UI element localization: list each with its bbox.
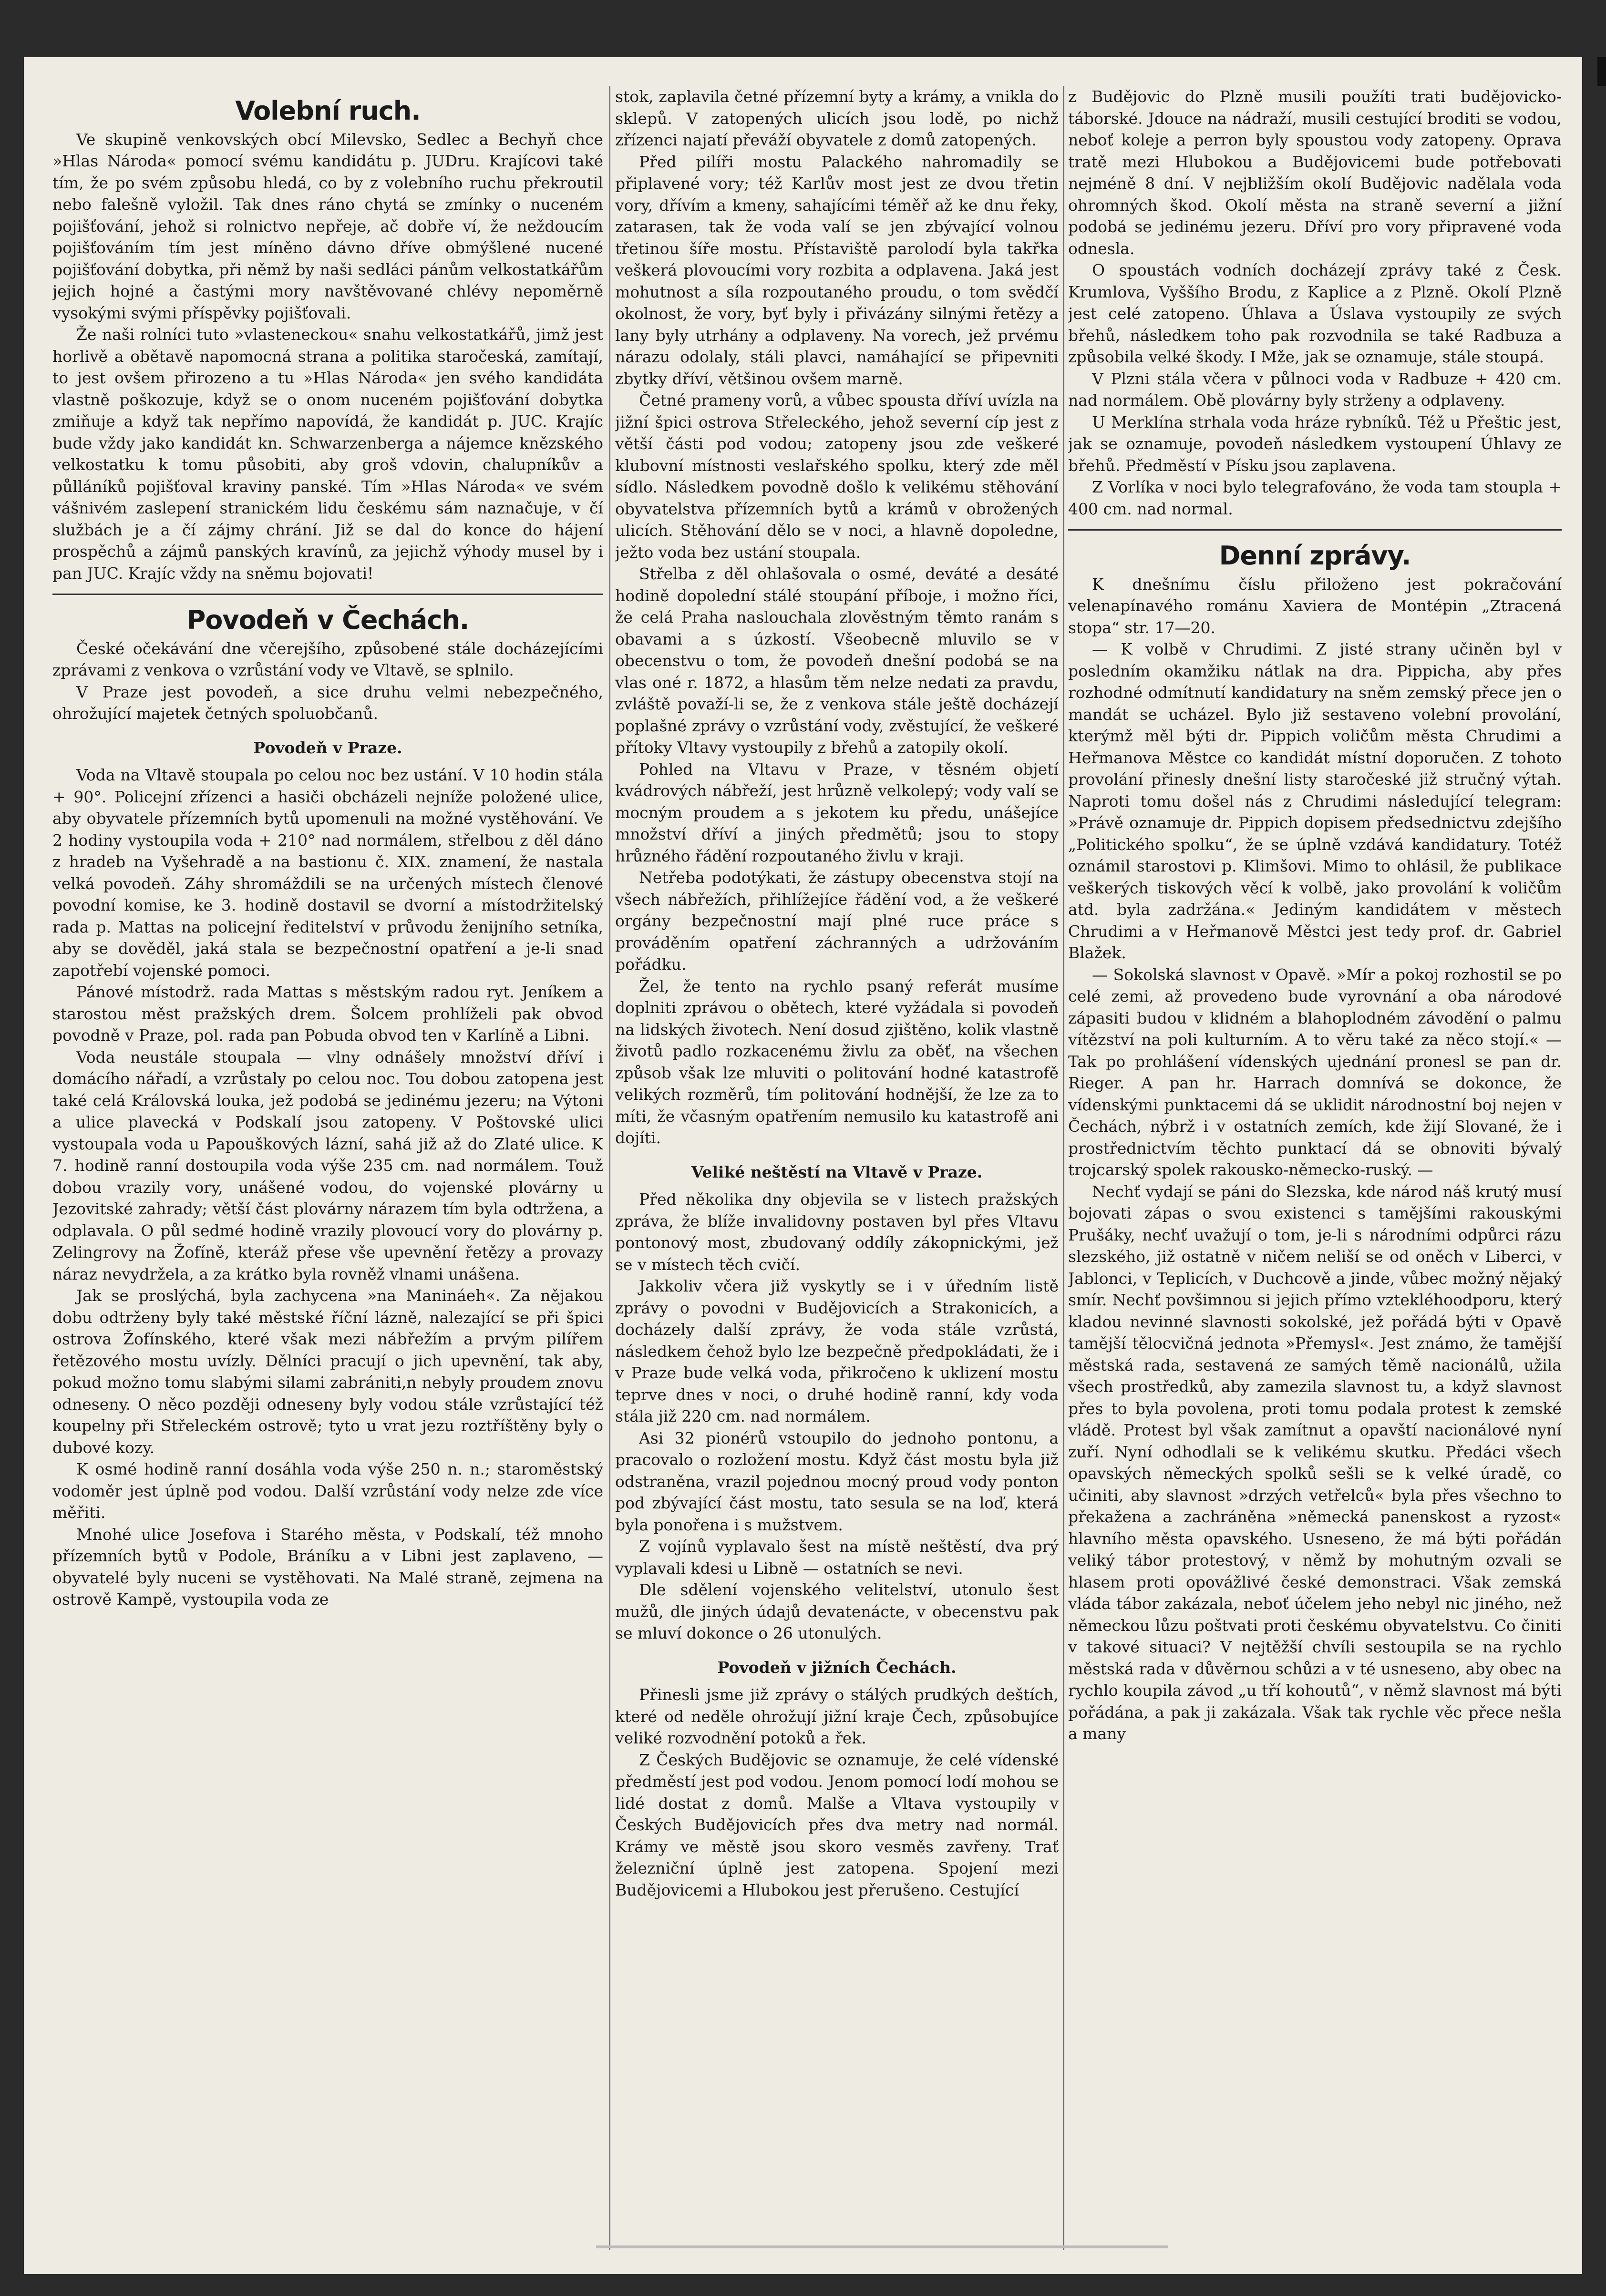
paragraph: — K volbě v Chrudimi. Z jisté strany učiněn byl v posledním okamžiku nátlak na dra. Pippicha, aby přes rozhodné odmítnutí kandidatury na sněm zemský přece jen o mandát se ucházel. Bylo již sestaveno volební provolání, kterýmž měl býti dr. Pippich voličům města Chrudimi a Heřmanova Městce co kandidát místní doporučen. Z tohoto provolání přinesly dnešní listy staročeské již stručný výtah. Naproti tomu došel nás z Chrudimi následující telegram: »Právě oznamuje dr. Pippich dopisem předsednictvu zdejšího „Politického spolku“, že se úplně vzdává kandidatury. Totéž oznámil starostovi p. Klimšovi. Mimo to ohlásil, že publikace veškerých tiskových věcí k volbě, jako provolání k voličům atd. byla zadržána.« Jediným kandidátem v městech Chrudimi a v Heřmanově Městci jest tedy prof. dr. Gabriel Blažek. (1068, 640, 1562, 962)
page-corner-mark (1597, 57, 1606, 86)
heading-povoden: Povodeň v Čechách. (186, 605, 469, 635)
paragraph: Dle sdělení vojenského velitelství, utonulo šest mužů, dle jiných údajů devatenácte, v obecenstvu pak se mluví dokonce o 26 utonulých. (615, 1580, 1059, 1642)
column-rule (609, 86, 610, 2250)
paragraph: O spoustách vodních docházejí zprávy také z Česk. Krumlova, Vyššího Brodu, z Kaplice a z Plzně. Okolí Plzně jest celé zatopeno. Úhlava a Úslava vystoupily ze svých břehů, následkem toho pak rozvodnila se také Radbuza a způsobila velké škody. I Mže, jak se oznamuje, stále stoupá. (1068, 261, 1562, 366)
paragraph: Z Českých Budějovic se oznamuje, že celé vídenské předměstí jest pod vodou. Jenom pomocí lodí mohou se lidé dostat z domů. Malše a Vltava vystoupily v Českých Budějovicích přes dva metry nad normál. Krámy ve městě jsou skoro vesměs zavřeny. Trať železniční úplně jest zatopena. Spojení mezi Budějovicemi a Hlubokou jest přerušeno. Cestující (615, 1750, 1059, 1899)
heading-denni-zpravy: Denní zprávy. (1219, 541, 1411, 571)
paragraph: Voda neustále stoupala — vlny odnášely množství dříví i domácího nářadí, a vzrůstaly po celou noc. Tou dobou zatopena jest také celá Královská louka, jež podobá se jedinému jezeru; na Výtoni a ulice plavecká v Podskalí jsou zatopeny. V Poštovské ulici vystoupala voda u Papouškových lázní, sahá již až do Zlaté ulice. K 7. hodině ranní dostoupila voda výše 235 cm. nad normálem. Touž dobou vrazily vory, unášené vodou, do vojenské plovárny u Jezovitské zahrady; větší část plovárny nárazem tím byla odtržena, a odplavala. O půl sedmé hodině vrazily plovoucí vory do plovárny p. Zelingrovy na Žofíně, kteráž přese vše upevnění řetězy a provazy náraz nevydržela, a za krátko byla rovněž vlnami unášena. (52, 1047, 603, 1283)
paragraph: U Merklína strhala voda hráze rybníků. Též u Přeštic jest, jak se oznamuje, povodeň následkem vystoupení Úhlavy ze břehů. Předměstí v Písku jsou zaplavena. (1068, 412, 1562, 475)
column-right (1068, 86, 1562, 2260)
newspaper-page (24, 57, 1582, 2274)
paragraph: stok, zaplavila četné přízemní byty a krámy, a vnikla do sklepů. V zatopených ulicích jsou lodě, po nichž zřízenci najatí převáží obyvatele z domů zatopených. (615, 87, 1059, 149)
paragraph: České očekávání dne včerejšího, způsobené stále docházejícími zprávami z venkova o vzrůstání vody ve Vltavě, se splnilo. (52, 639, 603, 679)
paragraph: — Sokolská slavnost v Opavě. »Mír a pokoj rozhostil se po celé zemi, až provedeno bude vyrovnání a oba národové zápasiti budou v klidném a blahoplodném závodění o palmu vítězství na poli kulturním. A to věru také za něco stojí.« — Tak po prohlášení vídenských ujednání pronesl se pan dr. Rieger. A pan hr. Harrach domnívá se dokonce, že vídenskými punktacemi dá se uklidit národnostní boj nejen v Čechách, nýbrž i v ostatních zemích, kde žijí Slované, že i prostřednictvím těchto punktací dá se obnoviti bývalý trojcarský spolek rakousko-německo-ruský. — (1068, 965, 1562, 1179)
paragraph: Ve skupině venkovských obcí Milevsko, Sedlec a Bechyň chce »Hlas Národa« pomocí svému kandidátu p. JUDru. Krajícovi také tím, že po svém způsobu hledá, co by z volebního ruchu překroutil nebo falešně vyložil. Tak dnes ráno chytá se zmínky o nuceném pojišťování, jehož si rolnictvo nepřeje, ač dobře ví, že neždoucím pojišťováním tím jest míněno dávno dříve obmýšlené nucené pojišťování dobytka, při němž by naši sedláci pánům velkostatkářům jejich hojné a častými mory navštěvované chlévy nepoměrně vysokými svými příspěvky pojišťovali. (52, 130, 603, 322)
paragraph: Mnohé ulice Josefova i Starého města, v Podskalí, též mnoho přízemních bytů v Podole, Bráníku a v Libni jest zaplaveno, — obyvatelé byly nuceni se vystěhovati. Na Malé straně, zejmena na ostrově Kampě, vystoupila voda ze (52, 1525, 603, 1609)
bottom-margin-band (596, 2245, 1168, 2248)
subheading-povoden-v-jiznich-cechach: Povodeň v jižních Čechách. (717, 1658, 957, 1677)
paragraph: Z vojínů vyplavalo šest na místě neštěstí, dva prý vyplavali kdesi u Libně — ostatních se nevi. (615, 1537, 1059, 1578)
paragraph: Z Vorlíka v noci bylo telegrafováno, že voda tam stoupla + 400 cm. nad normal. (1068, 478, 1562, 518)
paragraph: K dnešnímu číslu přiloženo jest pokračování velenapínavého románu Xaviera de Montépin „Ztracená stopa“ str. 17—20. (1068, 574, 1562, 637)
section-divider (52, 594, 603, 595)
paragraph: Nechť vydají se páni do Slezska, kde národ náš krutý musí bojovati zápas o svou existenci s tamějšími rakouskými Prušáky, nechť uvažují o tom, je-li s národními odpůrci rázu slezského, již ostatně v ničem neliší se od oněch v Liberci, v Jablonci, v Teplicích, v Duchcově a jinde, vůbec možný nějaký smír. Nechť povšimnou si jejich přímo vztekléhoodporu, který kladou nevinné slavnosti sokolské, jež pořádá býti v Opavě tamější tělocvičná jednota »Přemysl«. Jest známo, že tamější městská rada, sestavená ze samých těmě nacionálů, užila všech prostředků, aby zamezila slavnost tu, a když slavnost přes to byla povolena, proti tomu podala protest k zemské vládě. Protest byl však zamítnut a opavští nacionálové nyní zuří. Nyní odhodlali se k velikému skutku. Předáci všech opavských německých spolků sešli se k velké úradě, co učiniti, aby slavnost »drzých vetřelců« byla přes všechno to překažena a zachráněna »německá panenskost a ryzost« hlavního města opavského. Usneseno, že má býti pořádán veliký tábor protestový, v němž by mohutným ozvali se hlasem proti opovážlivé české demonstraci. Však zemská vláda tábor zakázala, neboť účelem jeho nebyl nic jiného, než německou lůzu poštvati proti českému obyvatelstvu. Co činiti v takové situaci? V nejtěžší chvíli sestoupila se na rychlo městská rada v důvěrnou schůzi a v té usneseno, aby obec na rychlo koupila závod „u tří kohoutů“, v němž slavnost má býti pořádána, a pak ji zakázala. Však tak rychle věc přece nešla a many (1068, 1182, 1562, 1743)
column-rule (1063, 86, 1064, 2250)
column-middle (615, 86, 1059, 2260)
paragraph: Že naši rolníci tuto »vlasteneckou« snahu velkostatkářů, jimž jest horlivě a obětavě napomocná strana a politika staročeská, zamítají, to jest ovšem přirozeno a tu »Hlas Národa« jen svého kandidáta vlastně poškozuje, když se o onom nuceném pojišťování dobytka zmiňuje a když tak nepřímo napovídá, že kandidát p. JUC. Krajíc bude vždy jako kandidát kn. Schwarzenberga a nájemce knězského velkostatku k tomu působiti, aby groš vdovin, chalupníkův a půlláníků pojišťoval kraviny panské. Tím »Hlas Národa« ve svém vášnivém zaslepení stranickém lidu českému sám naznačuje, v čí službách je a čí zájmy chrání. Již se dal do konce do hájení prospěchů a zájmů panských kravínů, za jejichž výhody musel by i pan JUC. Krajíc vždy na sněmu bojovati! (52, 325, 603, 583)
paragraph: Jak se proslýchá, byla zachycena »na Manináeh«. Za nějakou dobu odtrženy byly také městské říční lázně, nalezající se při špici ostrova Žofínského, které však mezi nábřežím a prvým pilířem řetězového mostu uvízly. Dělníci pracují o jich upevnění, tak aby, pokud možno tomu slabými silami zabrániti,n nebyly proudem znovu odneseny. O něco později odneseny byly vodou stále vzrůstající též koupelny při Střeleckém ostrově; tyto u vrat jezu roztříštěny byly o dubové kozy. (52, 1286, 603, 1457)
column-left (52, 86, 603, 2260)
paragraph: Střelba z děl ohlašovala o osmé, deváté a desáté hodině dopolední stálé stoupání příboje, i možno říci, že celá Praha naslouchala zlověstným těmto ranám s obavami a s úzkostí. Všeobecně mluvilo se v obecenstvu o tom, že povodeň dnešní podobá se na vlas oné r. 1872, a hlasům těm nelze nedati za pravdu, zvláště považí-li se, že z venkova stále ještě docházejí poplašné zprávy o vzrůstání vody, zvěstující, že veškeré přítoky Vltavy vystoupily z břehů a zatopily okolí. (615, 564, 1059, 757)
subheading-povoden-v-praze: Povodeň v Praze. (253, 738, 402, 757)
paragraph: Netřeba podotýkati, že zástupy obecenstva stojí na všech nábřežích, přihlížejíce řádění vod, a že veškeré orgány bezpečnostní mají plné ruce práce s prováděním opatření záchranných a udržováním pořádku. (615, 868, 1059, 974)
paragraph: V Praze jest povodeň, a sice druhu velmi nebezpečného, ohrožující majetek četných spoluobčanů. (52, 682, 603, 723)
paragraph: V Plzni stála včera v půlnoci voda v Radbuze + 420 cm. nad normálem. Obě plovárny byly strženy a odplaveny. (1068, 369, 1562, 410)
paragraph: Asi 32 pionérů vstoupilo do jednoho pontonu, a pracovalo o rozložení mostu. Když část mostu byla již odstraněna, vrazil pojednou mocný proud vody ponton pod zbývající část mostu, tato sesula se na loď, která byla ponořena i s mužstvem. (615, 1428, 1059, 1534)
paragraph: Pohled na Vltavu v Praze, v těsném objetí kvádrových nábřeží, jest hrůzně velkolepý; vody valí se mocným proudem a s jekotem ku předu, unášejíce množství dříví a jiných předmětů; jsou to stopy hrůzného řádění rozpoutaného živlu v kraji. (615, 759, 1059, 865)
paragraph: K osmé hodině ranní dosáhla voda výše 250 n. n.; staroměstský vodoměr jest úplně pod vodou. Další vzrůstání vody nelze zde více měřiti. (52, 1460, 603, 1522)
heading-volebni-ruch: Volební ruch. (235, 96, 421, 126)
paragraph: Před několika dny objevila se v listech pražských zpráva, že blíže invalidovny postaven byl přes Vltavu pontonový most, zbudovaný oddíly zákopnickými, jež se v místech těch cvičí. (615, 1190, 1059, 1274)
paragraph: Četné prameny vorů, a vůbec spousta dříví uvízla na jižní špici ostrova Střeleckého, jehož severní cíp jest z větší části pod vodou; zatopeny jsou zde veškeré klubovní místnosti veslařského spolku, který zde měl sídlo. Následkem povodně došlo k velikému stěhování obyvatelstva přízemních bytů a krámů v obrožených ulicích. Stěhování dělo se v noci, a hlavně dopoledne, ježto voda bez ustání stoupala. (615, 391, 1059, 562)
subheading-velike-nestesti: Veliké neštěstí na Vltavě v Praze. (691, 1162, 983, 1181)
paragraph: Žel, že tento na rychlo psaný referát musíme doplniti zprávou o obětech, které vyžádala si povodeň na lidských životech. Není dosud zjištěno, kolik vlastně životů padlo rozkacenému živlu za oběť, na všechen způsob však lze mluviti o politování hodné katastrofě velikých rozměrů, tím politování hodnější, že lze za to míti, že včasným opatřením nemusilo ku katastrofě ani dojíti. (615, 976, 1059, 1147)
paragraph: Před pilíři mostu Palackého nahromadily se připlavené vory; též Karlův most jest ze dvou třetin vory, dřívím a kmeny, sahajícími téměř až ke dnu řeky, zatarasen, tak že voda valí se jen zbývající volnou třetinou šíře mostu. Přístaviště parolodí byla takřka veškerá plovoucími vory rozbita a odplavena. Jaká jest mohutnost a síla rozpoutaného proudu, o tom svědčí okolnost, že vory, byť byly i přivázány silnými řetězy a lany byly utrhány a odplaveny. Na vorech, jež prvému nárazu odolaly, stáli plavci, namáhající se připevniti zbytky dříví, většinou ovšem marně. (615, 152, 1059, 388)
paragraph: Voda na Vltavě stoupala po celou noc bez ustání. V 10 hodin stála + 90°. Policejní zřízenci a hasiči obcházeli nejníže položené ulice, aby obyvatele přízemních bytů upomenuli na možné vystěhování. Ve 2 hodiny vystoupila voda + 210° nad normálem, střelbou z děl dáno z hradeb na Vyšehradě a na bastionu č. XIX. znamení, že nastala velká povodeň. Záhy shromáždili se na určených místech členové povodní komise, ke 3. hodině dostavil se dvorní a místodržitelský rada p. Mattas na policejní ředitelství v průvodu ženijního setníka, aby se dověděl, jaká stala se bezpečnostní opatření a je-li snad zapotřebí vojenské pomoci. (52, 766, 603, 980)
paragraph: Jakkoliv včera již vyskytly se i v úředním listě zprávy o povodni v Budějovicích a Strakonicích, a docházely další zprávy, že voda stále vzrůstá, následkem čehož bylo lze bezpečně předpokládati, že i v Praze bude velká voda, přikročeno k uklizení mostu teprve dnes v noci, o druhé hodině ranní, kdy voda stála již 220 cm. nad normálem. (615, 1277, 1059, 1425)
section-divider (1068, 529, 1562, 531)
paragraph: Pánové místodrž. rada Mattas s městským radou ryt. Jeníkem a starostou měst pražských drem. Šolcem prohlíželi pak obvod povodně v Praze, pol. rada pan Pobuda obvod ten v Karlíně a Libni. (52, 983, 603, 1045)
paragraph: Přinesli jsme již zprávy o stálých prudkých deštích, které od neděle ohrožují jižní kraje Čech, způsobujíce veliké rozvodnění potoků a řek. (615, 1685, 1059, 1747)
paragraph: z Budějovic do Plzně musili použíti trati budějovicko-táborské. Jdouce na nádraží, musili cestující broditi se vodou, neboť koleje a perron byly spoustou vody zatopeny. Oprava tratě mezi Hlubokou a Budějovicemi bude potřebovati nejméně 8 dní. V nejbližším okolí Budějovic nadělala voda ohromných škod. Okolí města na straně severní a jižní podobá se jedinému jezeru. Dříví pro vory připravené voda odnesla. (1068, 87, 1562, 258)
